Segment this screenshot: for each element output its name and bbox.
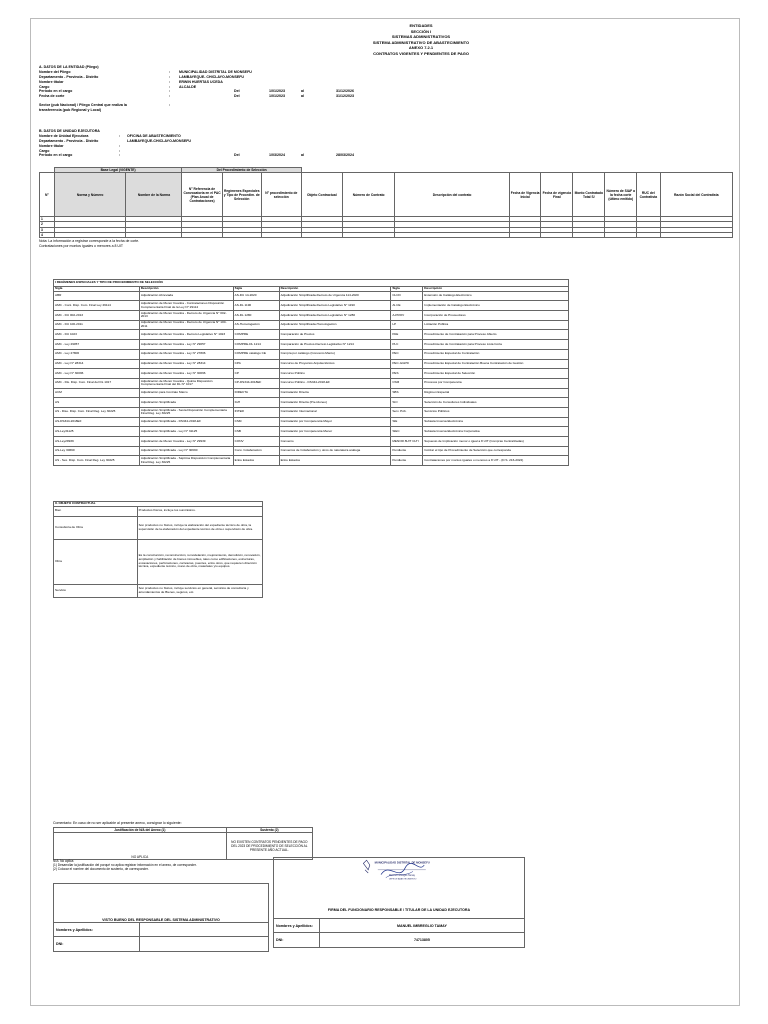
regimen-descripcion: Régimen Especial (423, 388, 569, 398)
objeto-type: Obra (54, 539, 138, 584)
field-date-from: 1/01/2023 (269, 89, 285, 94)
regimen-descripcion: Adjudicación de Menor Cuantía - Decreto de Urgencia N° 002-2013 (139, 311, 233, 321)
table-row (54, 407, 569, 417)
regimen-sigla: CP (233, 369, 279, 379)
regimen-sigla: SCI (391, 398, 423, 408)
field-value: OFICINA DE ABASTECIMIENTO (127, 133, 181, 138)
row-number: 4 (40, 232, 55, 237)
svg-text:Manuel Imbreglio Tamay: Manuel Imbreglio Tamay (389, 874, 415, 878)
field-date-from: 1/01/2023 (269, 94, 285, 99)
regimen-descripcion: Procedimiento Especial de Contratación (423, 349, 569, 359)
header-line: ENTIDADES (409, 23, 433, 28)
regimen-descripcion: Adjudicación de Menor Cuantía - Decreto Legislativo N° 1023 (139, 330, 233, 340)
objeto-desc: Productos físicos, incluye los suministros. (137, 506, 262, 516)
regimen-descripcion: Adjudicación de Menor Cuantía - Ley N° 28314 (139, 359, 233, 369)
field-value (139, 923, 268, 937)
regimen-sigla: Serv. Púb. (391, 407, 423, 417)
col-header: N° procedimiento de selección (261, 173, 301, 217)
field-label: Fecha de corte (39, 94, 65, 99)
signature-left (53, 883, 269, 952)
table-row (54, 349, 569, 359)
col-header: Sigla (233, 287, 279, 292)
regimen-sigla: A-PROV (391, 311, 423, 321)
regimen-descripcion: Comparación de Precios (279, 330, 391, 340)
regimen-sigla: AS-Ley31125 (54, 427, 140, 437)
field-value: MANUEL IMBREGLIO TAMAY (319, 919, 524, 933)
regimen-sigla: AMC - DU 002-2013 (54, 311, 140, 321)
regimen-descripcion: Contratación Directa (279, 388, 391, 398)
sustento-value: NO EXISTEN CONTRATOS PENDIENTES DE PAGO DEL 2023 DE PROCEDIMIENTO DE SELECCIÓN AL PRESENTE AÑO ACTUAL. (226, 833, 312, 860)
regimen-descripcion: Adjudicación de Menor Cuantía - Ley N° 29939 (139, 437, 233, 447)
field-label: DNI: (274, 933, 320, 948)
objeto-type: Bien (54, 506, 138, 516)
regimen-sigla: SIE (391, 417, 423, 427)
col-header: RUC del Contratista (637, 173, 661, 217)
field-label: Cargo (39, 148, 50, 153)
field-value: 74713805 (319, 933, 524, 948)
header-line: ANEXO 7.2.1 (408, 45, 434, 51)
regimen-descripcion: Convenios de Colaboración y otros de naturaleza análoga (279, 446, 391, 456)
regimen-descripcion: Procedimiento de Contratación para Proceso Abierto (423, 330, 569, 340)
objeto-desc: Es la construcción, reconstrucción, remodelación, mejoramiento, demolición, renovación, ampliación y habilitación de bienes inmuebles, tales como edificaciones, estructuras, excavaciones, perforaciones, carreteras, puentes, entre otros, que requieren dirección técnica, expediente técnico, mano de obra, materiales y/o equipos. (137, 539, 262, 584)
regimen-descripcion: Adjudicación Simplificada - Sexta Disposición Complementaria Final Reg. Ley 30225 (139, 407, 233, 417)
regimen-sigla: AMC - DU 1023 (54, 330, 140, 340)
regimen-descripcion: Procedimiento Especial de Contratación Buena Contratación de Gestión (423, 359, 569, 369)
field-date-to: 28/03/2024 (336, 153, 354, 158)
col-header: Fecha de vigencia Final (541, 173, 573, 217)
regimen-descripcion: Adjudicación de Menor Cuantía - Ley N° 29057 (139, 340, 233, 350)
field-del: Del (234, 94, 240, 99)
regimenes-table (53, 279, 569, 466)
regimen-sigla: AS-DS344-2018EF (54, 417, 140, 427)
regimen-sigla: AMC - Ley N° 28314 (54, 359, 140, 369)
row-number: 1 (40, 217, 55, 222)
header-line: SISTEMA ADMINISTRATIVO DE ABASTECIMIENTO (372, 39, 470, 45)
regimen-descripcion: Compra por catálogo (Convenio Marco) (279, 349, 391, 359)
table-row (54, 320, 569, 330)
field-label: Periodo en el cargo (39, 153, 73, 158)
field-label: Departamento - Provincia - Distrito (39, 74, 99, 79)
regimen-descripcion: Cotizar el tipo de Procedimiento de Selección que corresponda (423, 446, 569, 456)
regimen-descripcion: Incorporación de Proveedores (423, 311, 569, 321)
field-label: Departamento - Provincia - Distrito (39, 138, 99, 143)
regimen-sigla: SIEC (391, 427, 423, 437)
field-label: Nombre del Pliego (39, 69, 71, 74)
table-row (54, 506, 263, 516)
regimen-sigla: SBS (391, 388, 423, 398)
justificacion-value: NO APLICA (54, 833, 227, 860)
footnote: N/A: No aplica (53, 859, 74, 863)
col-header: N° Referencia de Convocatoria en el PAC (Plan Anual de Contrataciones) (182, 173, 222, 217)
section-b-title: B. DATOS DE UNIDAD EJECUTORA (39, 129, 100, 133)
sector-label: transferencia (pub Regional y Local) (39, 108, 102, 113)
regimen-sigla: CONV (233, 437, 279, 447)
col-header: Descripción del contrato (395, 173, 509, 217)
regimen-descripcion: Implementación de Catálogo Electrónico (423, 301, 569, 311)
comentario-label: Comentario: En caso de no ser aplicable al presente anexo, consignar lo siguiente: (53, 821, 182, 825)
col-header: Sigla (391, 287, 423, 292)
regimen-descripcion: Procedimiento de Contratación para Proceso Lista Corta (423, 340, 569, 350)
regimen-sigla: AS - Dise. Disp. Com. Final Reg. Ley 30225 (54, 407, 140, 417)
regimen-descripcion: Adjudicación de Menor Cuantía - Decreto de Urgencia N° 100-2011 (139, 320, 233, 330)
regimen-descripcion: Adjudicación para Contrato Marco (139, 388, 233, 398)
regimen-sigla: AMC - DU 100-2011 (54, 320, 140, 330)
field-value: ALCALDE (179, 84, 197, 89)
field-del: Del (234, 153, 240, 158)
footnote: (1) Desarrollar la justificación del porqué no aplica registrar información en el anexo, de corresponder. (53, 863, 197, 867)
regimen-sigla: AMC - Ley N° 30096 (54, 369, 140, 379)
table-row (54, 516, 263, 539)
field-label: Nombre de Unidad Ejecutora (39, 133, 89, 138)
regimen-descripcion: Subasta Inversa Electrónica (423, 417, 569, 427)
regimen-sigla: ACM (54, 388, 140, 398)
regimen-sigla: AMC - Dis. Disp. Com. Final del DL 1017 (54, 378, 140, 388)
section-a: A. DATOS DE LA ENTIDAD (Pliego) Nombre del Pliego : MUNICIPALIDAD DISTRITAL DE MONSEFU Departamento - Provincia - Distrito : LAMBAYEQUE- CHICLAYO-MONSEFU Nombre titular : ERWIN HUERTAS UCEDA Cargo : ALCALDE Periodo en el cargo : Del 1/01/2023 al 31/12/2026 Fecha de corte : Del 1/01/2023 al 31/12/2023 Sector (pub Nacional) / Pliego Central que realiza la : transferencia (pub Regional y Local) (39, 65, 354, 113)
regimen-sigla: MENOR 8UIT CLTI (391, 437, 423, 447)
field-value: ERWIN HUERTAS UCEDA (179, 79, 223, 84)
table-row (54, 330, 569, 340)
regimen-descripcion: Contratación Internacional (279, 407, 391, 417)
table-row (54, 369, 569, 379)
field-label: Nombres y Apellidos: (54, 923, 140, 937)
col-header: Norma y Número (54, 173, 126, 217)
signature-left-title: VISTO BUENO DEL RESPONSABLE DEL SISTEMA ADMINISTRATIVO (54, 884, 269, 923)
regimen-sigla: CSM (233, 417, 279, 427)
field-value: LAMBAYEQUE- CHICLAYO-MONSEFU (179, 74, 245, 79)
regimen-descripcion: Licitación Pública (423, 320, 569, 330)
regimen-sigla: LP (391, 320, 423, 330)
signature-right-title: FIRMA DEL FUNCIONARIO RESPONSABLE / TITULAR DE LA UNIDAD EJECUTORA (274, 858, 525, 919)
section-a-title: A. DATOS DE LA ENTIDAD (Pliego) (39, 65, 99, 69)
regimen-sigla: COMPRE (233, 330, 279, 340)
regimen-sigla: PES (391, 369, 423, 379)
regimen-descripcion: Procedimiento Especial de Selección (423, 369, 569, 379)
regimen-sigla: CSB (233, 427, 279, 437)
table-row (54, 291, 569, 301)
group-base-legal: Base Legal (VIGENTE) (54, 168, 182, 173)
table-row (54, 398, 569, 408)
field-date-from: 1/03/2024 (269, 153, 285, 158)
regimen-sigla: PEC (391, 349, 423, 359)
col-header: Objeto Contractual (301, 173, 342, 217)
table-row (54, 388, 569, 398)
row-number: 3 (40, 227, 55, 232)
field-value: MUNICIPALIDAD DISTRITAL DE MONSEFU (179, 69, 252, 74)
regimen-descripcion: Servicios Públicos (423, 407, 569, 417)
group-procedimiento: Del Procedimiento de Selección (182, 168, 301, 173)
regimen-sigla: AS-Ley29939 (54, 437, 140, 447)
table-row (54, 378, 569, 388)
field-date-to: 31/12/2023 (336, 94, 354, 99)
field-al: al (301, 94, 304, 99)
objeto-type: Servicio (54, 584, 138, 597)
sector-label: Sector (pub Nacional) / Pliego Central que realiza la (39, 103, 127, 108)
table-row (54, 340, 569, 350)
field-value: LAMBAYEQUE-CHICLAYO-MONSEFU (127, 138, 192, 143)
col-header: Descripción (423, 287, 569, 292)
col-header: Sigla (54, 287, 140, 292)
regimen-sigla: AS (54, 398, 140, 408)
regimen-sigla: IGH (233, 398, 279, 408)
regimen-descripcion: Supuesto de Implicación menor o igual a 8 UIT (Compras Centralizadas) (423, 437, 569, 447)
regimen-sigla: AMC - Ley 27806 (54, 349, 140, 359)
regimen-sigla: COMPRE catálogo CE (233, 349, 279, 359)
regimen-sigla: AS-DU 14-2020 (233, 291, 279, 301)
regimen-descripcion: Adjudicación Simplificada-Homologación (279, 320, 391, 330)
footnotes (53, 859, 197, 871)
regimen-descripcion: Adjudicación Simplificada-Decreto de Urgencia 114-2020 (279, 291, 391, 301)
regimen-descripcion: Adjudicación de Menor Cuantía - Ley N° 30096 (139, 369, 233, 379)
table-row (54, 456, 569, 466)
regimen-sigla: AS-Ley 30690 (54, 446, 140, 456)
document-page (30, 18, 740, 1006)
regimen-sigla: Conv. Colaboración (233, 446, 279, 456)
header-line: SECCIÓN I (410, 28, 432, 34)
regimen-sigla: AS-Homologación (233, 320, 279, 330)
field-label: Nombres y Apellidos: (274, 919, 320, 933)
regimen-sigla: AMC - Cont. Disp. Com. Final Ley 29114 (54, 301, 140, 311)
regimen-sigla: CSM (391, 378, 423, 388)
note-line: Nota: La información a registrar corresponde a la fecha de corte. (39, 239, 140, 243)
col-header: Monto Contratado Total S/ (573, 173, 605, 217)
regimen-sigla: CLCD (391, 291, 423, 301)
field-del: Del (234, 89, 240, 94)
field-date-to: 31/12/2026 (336, 89, 354, 94)
regimen-descripcion: Procesos por Competencia (423, 378, 569, 388)
regimen-descripcion: Comparación de Precios-Decreto Legislativo N° 1214 (279, 340, 391, 350)
field-label: Nombre titular (39, 79, 64, 84)
regimen-descripcion: Adjudicación Simplificada - Ley N° 31125 (139, 427, 233, 437)
regimen-descripcion: Contratación por Competencia Mayor (279, 417, 391, 427)
regimen-sigla: Pendiente (391, 446, 423, 456)
contracts-table (39, 167, 733, 238)
regimen-descripcion: Subasta Inversa Electrónica Corporativa (423, 427, 569, 437)
regimen-descripcion: Extensión de Catálogo Electrónico (423, 291, 569, 301)
regimen-sigla: AS-DL 1280 (233, 311, 279, 321)
regimen-sigla: AS-DL 1190 (233, 301, 279, 311)
table-row (54, 311, 569, 321)
table-row (54, 584, 263, 597)
regimen-descripcion: Concurso Público (279, 369, 391, 379)
regimen-sigla: AS - Sex. Disp. Com. Final Reg. Ley 30225 (54, 456, 140, 466)
regimen-descripcion: Adjudicación Simplificada - DS344-2018-EF (139, 417, 233, 427)
regimen-sigla: PEC-GGPD (391, 359, 423, 369)
regimen-descripcion: Adjudicación de Menor Cuantía - Quinta Disposición Complementaria Final del DL N° 1017 (139, 378, 233, 388)
objeto-desc: Son productos no físicos, incluye servicios en general, servicios de consultoría y arrendamientos de Bienes, seguros, etc. (137, 584, 262, 597)
section-b: B. DATOS DE UNIDAD EJECUTORA Nombre de Unidad Ejecutora : OFICINA DE ABASTECIMIENTO Departamento - Provincia - Distrito LAMBAYEQUE-CHICLAYO-MONSEFU Nombre titular : Cargo : Periodo en el cargo : Del 1/03/2024 al 28/03/2024 (39, 129, 354, 158)
document-header (331, 23, 511, 57)
regimen-sigla: Entre Estados (233, 456, 279, 466)
objeto-desc: Son productos no físicos, incluye la elaboración del expediente técnico de obra, la supervisión de la elaboración del expediente técnico de obra o supervisión de obra. (137, 516, 262, 539)
col-header: Número de SIAF a la fecha corte (último emitido) (605, 173, 637, 217)
regimen-descripcion: Contratación por Competencia Menor (279, 427, 391, 437)
regimen-sigla: PLC (391, 340, 423, 350)
col-header: Justificación de N/A del Anexo (1) (54, 828, 227, 833)
regimen-descripcion: Selección de Consultores Individuales (423, 398, 569, 408)
field-label: DNI: (54, 937, 140, 952)
signature-stamp (357, 855, 437, 891)
regimen-descripcion: Adjudicación Simplificada-Decreto Legislativo N° 1280 (279, 311, 391, 321)
regimen-sigla: CP-DS344-2018EF (233, 378, 279, 388)
col-header: Sustento (2) (226, 828, 312, 833)
regimen-sigla: DIRECTA (233, 388, 279, 398)
regimen-descripcion: Adjudicación de Menor Cuantía - Ley N° 27806 (139, 349, 233, 359)
regimen-sigla: AMC - Ley 29057 (54, 340, 140, 350)
regimen-sigla: Pendiente (391, 456, 423, 466)
regimen-descripcion: Adjudicación Simplificada - Ley N° 30690 (139, 446, 233, 456)
field-label: Nombre titular (39, 143, 64, 148)
col-header: Descripción (279, 287, 391, 292)
regimen-descripcion: Adjudicación Simplificada - Séptima Disposición Complementaria Final Reg. Ley 30225 (139, 456, 233, 466)
col-header: Fecha de Vigencia Inicial (509, 173, 541, 217)
row-number: 2 (40, 222, 55, 227)
field-label: Periodo en el cargo (39, 89, 73, 94)
regimen-sigla: PAE (391, 330, 423, 340)
table-row (54, 539, 263, 584)
regimen-descripcion: Adjudicación Simplificada-Decreto Legislativo N° 1190 (279, 301, 391, 311)
comentario-table (53, 827, 313, 860)
regimenes-title: I REGÍMENES ESPECIALES Y TIPO DE PROCEDIMIENTO DE SELECCIÓN (54, 280, 569, 287)
regimen-sigla: CPA (233, 359, 279, 369)
field-value (139, 937, 268, 952)
table-row (54, 301, 569, 311)
col-header: Nombre de la Norma (126, 173, 182, 217)
table-row (54, 437, 569, 447)
regimen-sigla: INTER (233, 407, 279, 417)
field-al: al (301, 153, 304, 158)
regimen-descripcion: Adjudicación de Menor Cuantía - Contrataciones Disposición Complementaria Final de la Ley N° 29114 (139, 301, 233, 311)
field-al: al (301, 89, 304, 94)
regimen-descripcion: Concurso de Proyectos Arquitectónicos (279, 359, 391, 369)
col-header: Regímenes Especiales y Tipo de Procedim. de Selección (222, 173, 261, 217)
table-row (40, 232, 733, 237)
regimen-descripcion: Contratación Directa (Pre-Idoneo) (279, 398, 391, 408)
regimen-descripcion: Contrataciones por montos iguales o menores a 8 UIT - (D.S. 216-2022) (423, 456, 569, 466)
table-row (54, 359, 569, 369)
header-line: SISTEMAS ADMINISTRATIVOS (391, 34, 451, 40)
objeto-table (53, 501, 263, 598)
footnote: (2) Colocar el nombre del documento de sustento, de corresponder. (53, 867, 149, 871)
field-label: Cargo (39, 84, 50, 89)
table-row (54, 446, 569, 456)
col-header: Descripción (139, 287, 233, 292)
table-row (54, 427, 569, 437)
regimen-descripcion: Adjudicación Simplificada (139, 398, 233, 408)
regimen-descripcion: Concurso Público - DS344-2018-EF (279, 378, 391, 388)
col-header: Razón Social del Contratista (660, 173, 732, 217)
objeto-type: Consultoría de Obra (54, 516, 138, 539)
regimen-sigla: ABR (54, 291, 140, 301)
col-header: N° (40, 173, 55, 217)
regimen-descripcion: Convenio (279, 437, 391, 447)
regimen-sigla: AI-CE (391, 301, 423, 311)
objeto-title: II. OBJETO CONTRACTUAL (54, 502, 263, 507)
svg-text:JEFE DE ABASTECIMIENTO: JEFE DE ABASTECIMIENTO (389, 878, 417, 881)
header-line: CONTRATOS VIGENTES Y PENDIENTES DE PAGO (373, 50, 469, 56)
note-line: Contrataciones por montos iguales o menores a 8 UIT (39, 244, 124, 248)
regimen-descripcion: Adjudicación Abreviada (139, 291, 233, 301)
regimen-descripcion: Entre Estados (279, 456, 391, 466)
svg-text:MUNICIPALIDAD DISTRITAL DE MON: MUNICIPALIDAD DISTRITAL DE MONSEFU (374, 861, 430, 865)
table-row (54, 417, 569, 427)
col-header: Número de Contrato (342, 173, 395, 217)
regimen-sigla: COMPRE-DL 1214 (233, 340, 279, 350)
